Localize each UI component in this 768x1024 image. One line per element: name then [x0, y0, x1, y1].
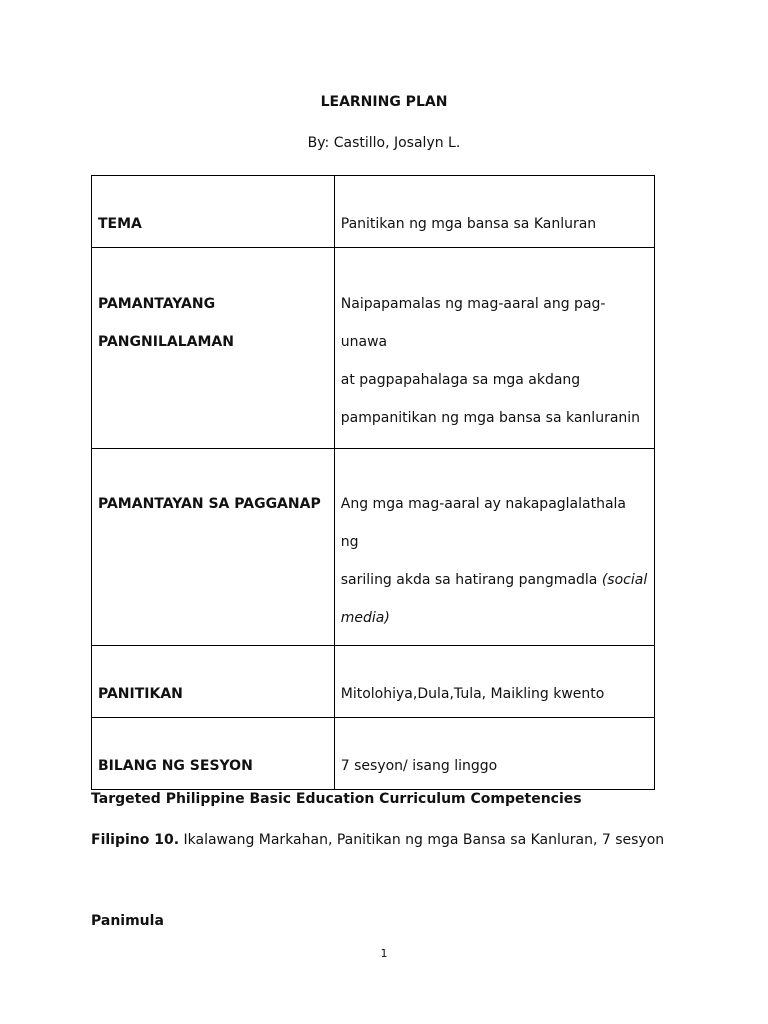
table-row	[92, 248, 655, 449]
label-line: PANGNILALAMAN	[98, 334, 234, 350]
subject-line	[91, 832, 664, 848]
table-row	[92, 646, 655, 718]
row-label-panitikan	[92, 646, 335, 718]
row-value-tema	[334, 176, 654, 248]
label-line: PAMANTAYANG	[98, 296, 216, 312]
row-label-pamantayang-pangnilalaman	[92, 248, 335, 449]
value-line: Naipapamalas ng mag-aaral ang pag-unawa	[340, 296, 606, 350]
table-row	[92, 449, 655, 646]
row-label-tema	[92, 176, 335, 248]
label-line: PANITIKAN	[98, 686, 183, 702]
value-italic-text: (social	[601, 572, 648, 588]
row-label-bilang-ng-sesyon	[92, 718, 335, 790]
row-value-pamantayang-pangnilalaman	[334, 248, 654, 449]
table-row	[92, 176, 655, 248]
learning-plan-table	[91, 175, 655, 790]
section-heading-panimula: Panimula	[91, 913, 164, 929]
value-line: at pagpapahalaga sa mga akdang	[340, 372, 581, 388]
row-label-pamantayan-sa-pagganap	[92, 449, 335, 646]
document-author: By: Castillo, Josalyn L.	[307, 135, 461, 151]
page-number: 1	[380, 947, 388, 960]
value-line: pampanitikan ng mga bansa sa kanluranin	[340, 410, 641, 426]
subject-text: Ikalawang Markahan, Panitikan ng mga Bansa sa Kanluran, 7 sesyon	[179, 832, 665, 848]
value-line: Panitikan ng mga bansa sa Kanluran	[340, 216, 597, 232]
row-value-bilang-ng-sesyon	[334, 718, 654, 790]
label-line: BILANG NG SESYON	[98, 758, 253, 774]
value-line: Mitolohiya,Dula,Tula, Maikling kwento	[340, 686, 605, 702]
subject-bold: Filipino 10.	[91, 832, 180, 848]
value-line: Ang mga mag-aaral ay nakapaglalathala ng	[340, 496, 627, 550]
value-italic-line: media)	[340, 610, 390, 626]
label-line: TEMA	[98, 216, 142, 232]
value-line	[341, 561, 648, 599]
row-value-panitikan	[334, 646, 654, 718]
table-row	[92, 718, 655, 790]
document-title: LEARNING PLAN	[320, 94, 448, 110]
value-line: 7 sesyon/ isang linggo	[340, 758, 498, 774]
value-text: sariling akda sa hatirang pangmadla	[340, 572, 602, 588]
label-line: PAMANTAYAN SA PAGGANAP	[98, 496, 321, 512]
row-value-pamantayan-sa-pagganap	[334, 449, 654, 646]
competencies-heading: Targeted Philippine Basic Education Curriculum Competencies	[91, 791, 582, 807]
